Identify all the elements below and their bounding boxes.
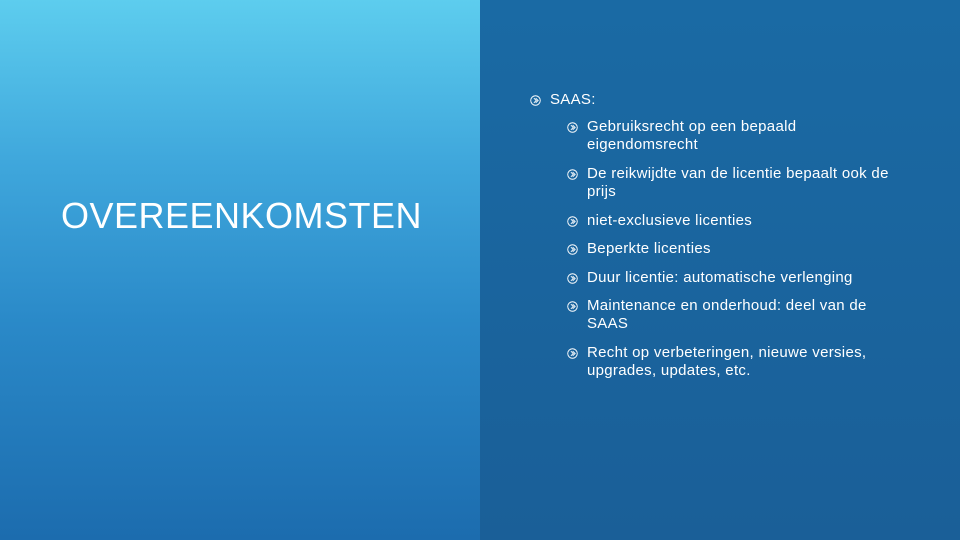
bullet-verbeteringen [567, 344, 907, 380]
circled-chevron-right-icon [567, 122, 578, 133]
circled-chevron-right-icon [567, 216, 578, 227]
circled-chevron-right-icon [567, 169, 578, 180]
bullet-niet-exclusieve [567, 212, 907, 230]
bullet-maintenance [567, 297, 907, 333]
bullet-saas [530, 91, 910, 109]
bullet-label: Maintenance en onderhoud: deel van de SAAS [587, 297, 867, 332]
bullet-duur [567, 269, 907, 287]
circled-chevron-right-icon [530, 95, 541, 106]
slide-title: OVEREENKOMSTEN [60, 195, 422, 236]
bullet-label: Beperkte licenties [587, 240, 711, 257]
bullet-beperkte [567, 240, 907, 258]
bullet-label: Gebruiksrecht op een bepaald eigendomsrecht [587, 118, 797, 153]
circled-chevron-right-icon [567, 273, 578, 284]
bullet-label: De reikwijdte van de licentie bepaalt ook de prijs [587, 165, 889, 200]
bullet-reikwijdte [567, 165, 907, 201]
bullet-label: Duur licentie: automatische verlenging [587, 269, 853, 286]
bullet-label: SAAS: [550, 91, 596, 108]
circled-chevron-right-icon [567, 348, 578, 359]
circled-chevron-right-icon [567, 301, 578, 312]
bullet-label: niet-exclusieve licenties [587, 212, 753, 229]
bullet-label: Recht op verbeteringen, nieuwe versies, upgrades, updates, etc. [587, 344, 867, 379]
circled-chevron-right-icon [567, 244, 578, 255]
bullet-gebruiksrecht [567, 118, 907, 154]
